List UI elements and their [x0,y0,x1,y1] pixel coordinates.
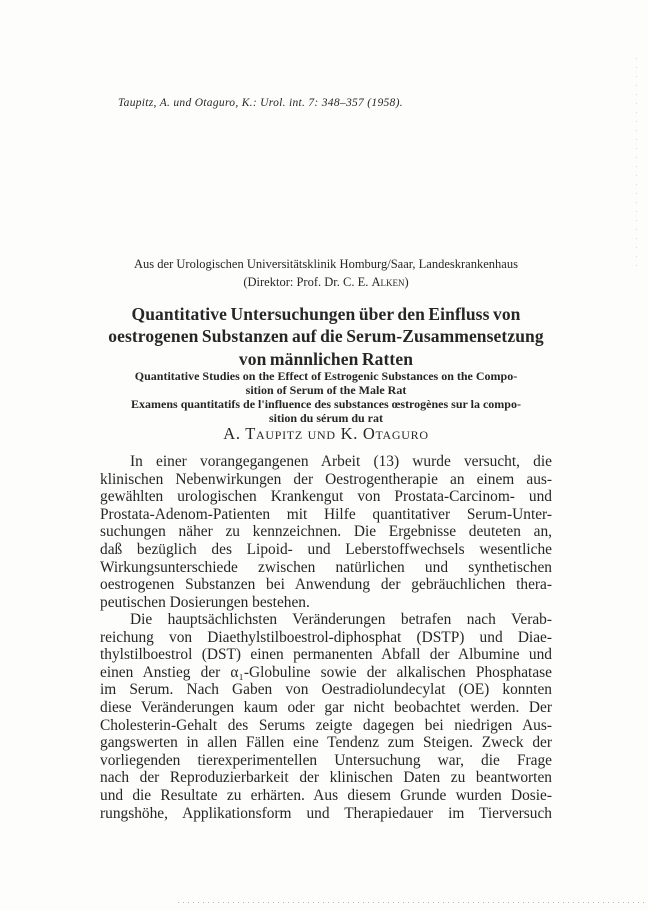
text-line: Prostata-Adenom-Patienten mit Hilfe quantitativer Serum-Unter- [100,505,552,523]
text-line: einen Anstieg der α₁-Globuline sowie der alkalischen Phosphatase [100,663,552,681]
institute-line: Aus der Urologischen Universitätsklinik Homburg/Saar, Landeskrankenhaus [134,257,518,271]
text-line: Examens quantitatifs de l'influence des substances œstrogènes sur la compo- [131,397,521,411]
text-line: peutischen Dosierungen bestehen. [100,593,310,611]
text-line: klinischen Nebenwirkungen der Oestrogentherapie an einem aus- [100,470,552,488]
journal-citation: Taupitz, A. und Otaguro, K.: Urol. int. 7: 348–357 (1958). [118,97,403,109]
text-line: im Serum. Nach Gaben von Oestradiolundecylat (OE) konnten [100,681,552,699]
director-suffix: ) [404,274,409,289]
director-prefix: (Direktor: Prof. Dr. C. E. [243,274,372,289]
director-name: Alken [371,274,405,289]
text-line: Quantitative Untersuchungen über den Einfluss von [131,304,521,324]
text-line: Cholesterin-Gehalt des Serums zeigte dagegen bei niedrigen Aus- [100,716,552,734]
text-line: und die Resultate zu erhärten. Aus diesem Grunde wurden Dosie- [100,786,552,804]
text-line: oestrogenen Substanzen auf die Serum-Zusammensetzung [108,326,544,347]
text-line: gangswerten in allen Fällen eine Tendenz zum Steigen. Zweck der [100,734,552,752]
authors-line: A. Taupitz und K. Otaguro [223,424,429,443]
article-title-english [92,369,560,397]
institute-block [100,256,552,291]
text-line: sition of Serum of the Male Rat [245,383,407,398]
text-line: rungshöhe, Applikationsform und Therapiedauer im Tierversuch [100,804,552,822]
text-line: Wirkungsunterschiede zwischen natürlichen und synthetischen [100,558,552,576]
text-line: suchungen näher zu kennzeichnen. Die Ergebnisse deuteten an, [100,523,552,541]
text-line: nach der Reproduzierbarkeit der klinischen Daten zu beantworten [100,769,552,787]
text-line: thylstilboestrol (DST) einen permanenten Abfall der Albumine und [100,646,552,664]
text-line: diese Veränderungen kaum oder gar nicht beobachtet werden. Der [100,698,552,716]
body-paragraph-1 [100,453,552,611]
text-line: gewählten urologischen Krankengut von Prostata-Carcinom- und [100,488,552,506]
body-paragraph-2 [100,611,552,822]
scan-edge-artifact-right [636,58,637,268]
article-title-french [92,397,560,425]
text-line: Die hauptsächlichsten Veränderungen betrafen nach Verab- [130,611,552,628]
article-title-german [86,303,566,370]
text-line: oestrogenen Substanzen bei Anwendung der gebräuchlichen thera- [100,576,552,594]
text-line: reichung von Diaethylstilboestrol-diphosphat (DSTP) und Diae- [100,628,552,646]
text-line: von männlichen Ratten [238,348,414,369]
text-line: Quantitative Studies on the Effect of Estrogenic Substances on the Compo- [134,369,518,383]
scan-edge-artifact-bottom [178,902,648,903]
text-line: In einer vorangegangenen Arbeit (13) wurde versucht, die [130,453,552,470]
text-line: daß bezüglich des Lipoid- und Leberstoffwechsels wesentliche [100,540,552,558]
text-line: sition du sérum du rat [268,411,384,426]
institute-director-line [100,274,552,292]
text-line: vorliegenden tierexperimentellen Untersuchung war, die Frage [100,751,552,769]
